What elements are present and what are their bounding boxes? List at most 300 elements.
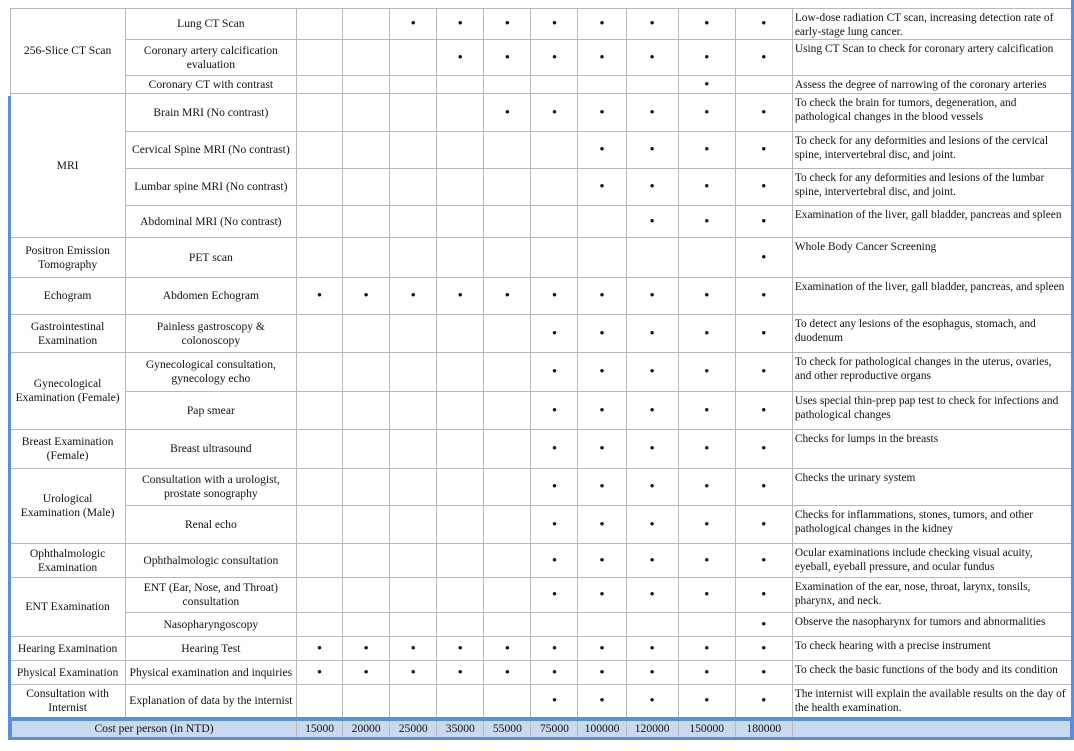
- package-inclusion-cell[interactable]: •: [531, 685, 578, 719]
- package-inclusion-cell[interactable]: [297, 469, 343, 506]
- package-inclusion-cell[interactable]: [437, 353, 484, 392]
- package-inclusion-cell[interactable]: [484, 169, 531, 206]
- package-inclusion-cell[interactable]: [437, 206, 484, 238]
- price-cell[interactable]: 35000: [437, 719, 484, 739]
- description-cell[interactable]: Using CT Scan to check for coronary artery calcification: [792, 40, 1072, 76]
- package-inclusion-cell[interactable]: [626, 613, 678, 637]
- package-inclusion-cell[interactable]: •: [484, 661, 531, 685]
- exam-item-cell[interactable]: Brain MRI (No contrast): [125, 94, 296, 132]
- category-cell[interactable]: MRI: [10, 94, 125, 238]
- table-row: [10, 169, 1072, 206]
- package-inclusion-cell[interactable]: [343, 430, 390, 469]
- table-row: [10, 315, 1072, 353]
- package-inclusion-cell[interactable]: •: [735, 685, 792, 719]
- exam-item-cell[interactable]: Abdomen Echogram: [125, 278, 296, 315]
- package-inclusion-cell[interactable]: [390, 206, 437, 238]
- package-inclusion-cell[interactable]: [297, 578, 343, 613]
- package-inclusion-cell[interactable]: [437, 392, 484, 430]
- package-inclusion-cell[interactable]: •: [578, 315, 626, 353]
- package-inclusion-cell[interactable]: [343, 613, 390, 637]
- package-inclusion-cell[interactable]: •: [531, 392, 578, 430]
- package-inclusion-cell[interactable]: •: [678, 40, 735, 76]
- package-inclusion-cell[interactable]: •: [678, 315, 735, 353]
- package-inclusion-cell[interactable]: •: [735, 278, 792, 315]
- package-inclusion-cell[interactable]: •: [484, 9, 531, 40]
- table-row: [10, 76, 1072, 94]
- exam-item-cell[interactable]: ENT (Ear, Nose, and Throat) consultation: [125, 578, 296, 613]
- package-inclusion-cell[interactable]: •: [735, 392, 792, 430]
- exam-item-cell[interactable]: Abdominal MRI (No contrast): [125, 206, 296, 238]
- package-inclusion-cell[interactable]: •: [578, 430, 626, 469]
- package-inclusion-cell[interactable]: •: [531, 40, 578, 76]
- description-cell[interactable]: Examination of the liver, gall bladder, pancreas, and spleen: [792, 278, 1072, 315]
- package-inclusion-cell[interactable]: [343, 9, 390, 40]
- price-cell[interactable]: 20000: [343, 719, 390, 739]
- exam-item-cell[interactable]: Coronary CT with contrast: [125, 76, 296, 94]
- package-inclusion-cell[interactable]: •: [626, 206, 678, 238]
- category-cell[interactable]: Gastrointestinal Examination: [10, 315, 125, 353]
- package-inclusion-cell[interactable]: •: [626, 315, 678, 353]
- package-inclusion-cell[interactable]: •: [578, 578, 626, 613]
- package-inclusion-cell[interactable]: •: [626, 9, 678, 40]
- package-inclusion-cell[interactable]: [437, 506, 484, 544]
- package-inclusion-cell[interactable]: •: [390, 637, 437, 661]
- package-inclusion-cell[interactable]: [343, 392, 390, 430]
- description-cell[interactable]: Ocular examinations include checking visual acuity, eyeball, eyeball pressure, and ocular fundus: [792, 544, 1072, 578]
- package-inclusion-cell[interactable]: •: [735, 40, 792, 76]
- table-row: [10, 661, 1072, 685]
- package-inclusion-cell[interactable]: [484, 315, 531, 353]
- table-row: [10, 544, 1072, 578]
- price-cell[interactable]: 100000: [578, 719, 626, 739]
- package-inclusion-cell[interactable]: [678, 613, 735, 637]
- package-inclusion-cell[interactable]: [484, 206, 531, 238]
- package-inclusion-cell[interactable]: •: [735, 238, 792, 278]
- cost-empty-cell[interactable]: [792, 719, 1072, 739]
- package-inclusion-cell[interactable]: •: [678, 661, 735, 685]
- description-cell[interactable]: To check for any deformities and lesions of the cervical spine, intervertebral disc, and joint.: [792, 132, 1072, 169]
- cost-label[interactable]: Cost per person (in NTD): [10, 719, 297, 739]
- package-inclusion-cell[interactable]: •: [578, 94, 626, 132]
- package-inclusion-cell[interactable]: •: [343, 661, 390, 685]
- package-inclusion-cell[interactable]: [578, 613, 626, 637]
- package-inclusion-cell[interactable]: •: [678, 94, 735, 132]
- package-inclusion-cell[interactable]: •: [626, 353, 678, 392]
- package-inclusion-cell[interactable]: [297, 76, 343, 94]
- package-inclusion-cell[interactable]: [390, 685, 437, 719]
- package-inclusion-cell[interactable]: [297, 685, 343, 719]
- package-inclusion-cell[interactable]: [297, 238, 343, 278]
- package-inclusion-cell[interactable]: •: [626, 544, 678, 578]
- description-cell[interactable]: Examination of the liver, gall bladder, pancreas and spleen: [792, 206, 1072, 238]
- package-inclusion-cell[interactable]: •: [578, 278, 626, 315]
- description-cell[interactable]: To check the brain for tumors, degeneration, and pathological changes in the blood vessels: [792, 94, 1072, 132]
- package-inclusion-cell[interactable]: [484, 238, 531, 278]
- package-inclusion-cell[interactable]: •: [531, 469, 578, 506]
- package-inclusion-cell[interactable]: [343, 238, 390, 278]
- package-inclusion-cell[interactable]: [484, 613, 531, 637]
- package-inclusion-cell[interactable]: •: [390, 9, 437, 40]
- package-inclusion-cell[interactable]: •: [678, 132, 735, 169]
- package-inclusion-cell[interactable]: [390, 94, 437, 132]
- package-inclusion-cell[interactable]: •: [578, 469, 626, 506]
- package-inclusion-cell[interactable]: [531, 76, 578, 94]
- package-inclusion-cell[interactable]: •: [437, 637, 484, 661]
- package-inclusion-cell[interactable]: [343, 544, 390, 578]
- package-inclusion-cell[interactable]: •: [437, 278, 484, 315]
- package-inclusion-cell[interactable]: [484, 132, 531, 169]
- exam-item-cell[interactable]: Breast ultrasound: [125, 430, 296, 469]
- package-inclusion-cell[interactable]: [343, 206, 390, 238]
- package-inclusion-cell[interactable]: •: [735, 132, 792, 169]
- price-cell[interactable]: 15000: [297, 719, 343, 739]
- package-inclusion-cell[interactable]: [626, 238, 678, 278]
- package-inclusion-cell[interactable]: [437, 94, 484, 132]
- package-inclusion-cell[interactable]: •: [531, 94, 578, 132]
- package-inclusion-cell[interactable]: •: [531, 315, 578, 353]
- package-inclusion-cell[interactable]: •: [626, 506, 678, 544]
- package-inclusion-cell[interactable]: [343, 506, 390, 544]
- table-row: [10, 206, 1072, 238]
- category-cell[interactable]: Breast Examination (Female): [10, 430, 125, 469]
- package-inclusion-cell[interactable]: •: [343, 637, 390, 661]
- package-inclusion-cell[interactable]: •: [626, 430, 678, 469]
- category-cell[interactable]: Physical Examination: [10, 661, 125, 685]
- package-inclusion-cell[interactable]: •: [437, 40, 484, 76]
- package-inclusion-cell[interactable]: [297, 430, 343, 469]
- package-inclusion-cell[interactable]: [390, 430, 437, 469]
- table-row: [10, 238, 1072, 278]
- package-inclusion-cell[interactable]: •: [578, 40, 626, 76]
- package-inclusion-cell[interactable]: [390, 544, 437, 578]
- category-cell[interactable]: Urological Examination (Male): [10, 469, 125, 544]
- exam-item-cell[interactable]: Nasopharyngoscopy: [125, 613, 296, 637]
- package-inclusion-cell[interactable]: [484, 392, 531, 430]
- package-inclusion-cell[interactable]: •: [484, 94, 531, 132]
- package-inclusion-cell[interactable]: •: [735, 613, 792, 637]
- package-inclusion-cell[interactable]: [297, 40, 343, 76]
- package-inclusion-cell[interactable]: •: [735, 661, 792, 685]
- package-inclusion-cell[interactable]: [343, 40, 390, 76]
- exam-item-cell[interactable]: Cervical Spine MRI (No contrast): [125, 132, 296, 169]
- package-inclusion-cell[interactable]: •: [390, 278, 437, 315]
- exam-item-cell[interactable]: Pap smear: [125, 392, 296, 430]
- package-inclusion-cell[interactable]: •: [626, 169, 678, 206]
- package-inclusion-cell[interactable]: •: [297, 637, 343, 661]
- package-inclusion-cell[interactable]: •: [735, 206, 792, 238]
- package-inclusion-cell[interactable]: •: [531, 278, 578, 315]
- package-inclusion-cell[interactable]: •: [531, 9, 578, 40]
- package-inclusion-cell[interactable]: [297, 132, 343, 169]
- package-inclusion-cell[interactable]: •: [735, 169, 792, 206]
- package-inclusion-cell[interactable]: •: [626, 578, 678, 613]
- package-inclusion-cell[interactable]: [437, 613, 484, 637]
- package-inclusion-cell[interactable]: •: [678, 9, 735, 40]
- package-inclusion-cell[interactable]: [390, 613, 437, 637]
- package-inclusion-cell[interactable]: [437, 169, 484, 206]
- package-inclusion-cell[interactable]: •: [578, 392, 626, 430]
- package-inclusion-cell[interactable]: [437, 238, 484, 278]
- package-inclusion-cell[interactable]: [531, 238, 578, 278]
- exam-item-cell[interactable]: Ophthalmologic consultation: [125, 544, 296, 578]
- exam-package-table: [8, 8, 1074, 740]
- package-inclusion-cell[interactable]: [297, 206, 343, 238]
- package-inclusion-cell[interactable]: [390, 169, 437, 206]
- exam-item-cell[interactable]: Painless gastroscopy & colonoscopy: [125, 315, 296, 353]
- table-row: [10, 506, 1072, 544]
- package-inclusion-cell[interactable]: •: [578, 661, 626, 685]
- package-inclusion-cell[interactable]: •: [484, 40, 531, 76]
- package-inclusion-cell[interactable]: •: [531, 637, 578, 661]
- package-inclusion-cell[interactable]: •: [678, 278, 735, 315]
- package-inclusion-cell[interactable]: •: [297, 278, 343, 315]
- table-row: [10, 685, 1072, 719]
- package-inclusion-cell[interactable]: •: [735, 506, 792, 544]
- selection-border-left: [8, 96, 11, 724]
- package-inclusion-cell[interactable]: •: [578, 685, 626, 719]
- package-inclusion-cell[interactable]: •: [437, 9, 484, 40]
- package-inclusion-cell[interactable]: [390, 132, 437, 169]
- package-inclusion-cell[interactable]: [484, 469, 531, 506]
- package-inclusion-cell[interactable]: •: [531, 353, 578, 392]
- package-inclusion-cell[interactable]: •: [735, 469, 792, 506]
- description-cell[interactable]: The internist will explain the available results on the day of the health examination.: [792, 685, 1072, 719]
- package-inclusion-cell[interactable]: •: [626, 661, 678, 685]
- table-row: [10, 94, 1072, 132]
- package-inclusion-cell[interactable]: [343, 76, 390, 94]
- table-row: [10, 430, 1072, 469]
- table-row: [10, 278, 1072, 315]
- package-inclusion-cell[interactable]: [343, 94, 390, 132]
- package-inclusion-cell[interactable]: •: [735, 315, 792, 353]
- description-cell[interactable]: To check for any deformities and lesions of the lumbar spine, intervertebral disc, and joint.: [792, 169, 1072, 206]
- package-inclusion-cell[interactable]: •: [678, 685, 735, 719]
- package-inclusion-cell[interactable]: •: [678, 578, 735, 613]
- description-cell[interactable]: Checks the urinary system: [792, 469, 1072, 506]
- package-inclusion-cell[interactable]: [484, 578, 531, 613]
- package-inclusion-cell[interactable]: [484, 506, 531, 544]
- package-inclusion-cell[interactable]: [390, 238, 437, 278]
- package-inclusion-cell[interactable]: [297, 315, 343, 353]
- package-inclusion-cell[interactable]: [390, 578, 437, 613]
- package-inclusion-cell[interactable]: [437, 685, 484, 719]
- description-cell[interactable]: Examination of the ear, nose, throat, larynx, tonsils, pharynx, and neck.: [792, 578, 1072, 613]
- package-inclusion-cell[interactable]: [437, 315, 484, 353]
- package-inclusion-cell[interactable]: [578, 206, 626, 238]
- package-inclusion-cell[interactable]: •: [484, 278, 531, 315]
- package-inclusion-cell[interactable]: [297, 353, 343, 392]
- category-cell[interactable]: 256-Slice CT Scan: [10, 9, 125, 94]
- package-inclusion-cell[interactable]: •: [678, 206, 735, 238]
- package-inclusion-cell[interactable]: •: [531, 578, 578, 613]
- package-inclusion-cell[interactable]: •: [484, 637, 531, 661]
- package-inclusion-cell[interactable]: [297, 392, 343, 430]
- table-row: [10, 40, 1072, 76]
- category-cell[interactable]: Consultation with Internist: [10, 685, 125, 719]
- description-cell[interactable]: Checks for inflammations, stones, tumors, and other pathological changes in the kidney: [792, 506, 1072, 544]
- package-inclusion-cell[interactable]: •: [626, 637, 678, 661]
- package-inclusion-cell[interactable]: •: [678, 469, 735, 506]
- package-inclusion-cell[interactable]: [297, 506, 343, 544]
- package-inclusion-cell[interactable]: [297, 9, 343, 40]
- package-inclusion-cell[interactable]: [437, 578, 484, 613]
- package-inclusion-cell[interactable]: •: [626, 469, 678, 506]
- package-inclusion-cell[interactable]: •: [678, 76, 735, 94]
- package-inclusion-cell[interactable]: •: [531, 506, 578, 544]
- category-cell[interactable]: Ophthalmologic Examination: [10, 544, 125, 578]
- package-inclusion-cell[interactable]: [343, 578, 390, 613]
- package-inclusion-cell[interactable]: [390, 392, 437, 430]
- description-cell[interactable]: Checks for lumps in the breasts: [792, 430, 1072, 469]
- package-inclusion-cell[interactable]: [343, 132, 390, 169]
- description-cell[interactable]: To check the basic functions of the body and its condition: [792, 661, 1072, 685]
- package-inclusion-cell[interactable]: [343, 169, 390, 206]
- package-inclusion-cell[interactable]: [626, 76, 678, 94]
- package-inclusion-cell[interactable]: [437, 544, 484, 578]
- package-inclusion-cell[interactable]: [390, 76, 437, 94]
- exam-item-cell[interactable]: Explanation of data by the internist: [125, 685, 296, 719]
- package-inclusion-cell[interactable]: •: [578, 132, 626, 169]
- price-cell[interactable]: 25000: [390, 719, 437, 739]
- package-inclusion-cell[interactable]: •: [578, 637, 626, 661]
- table-row: [10, 578, 1072, 613]
- package-inclusion-cell[interactable]: •: [735, 94, 792, 132]
- package-inclusion-cell[interactable]: [390, 40, 437, 76]
- package-inclusion-cell[interactable]: •: [735, 353, 792, 392]
- package-inclusion-cell[interactable]: [578, 76, 626, 94]
- category-cell[interactable]: Hearing Examination: [10, 637, 125, 661]
- package-inclusion-cell[interactable]: [484, 430, 531, 469]
- exam-item-cell[interactable]: Lumbar spine MRI (No contrast): [125, 169, 296, 206]
- package-inclusion-cell[interactable]: [735, 76, 792, 94]
- package-inclusion-cell[interactable]: •: [735, 9, 792, 40]
- package-inclusion-cell[interactable]: •: [678, 506, 735, 544]
- package-inclusion-cell[interactable]: [297, 169, 343, 206]
- package-inclusion-cell[interactable]: [437, 430, 484, 469]
- table-row: [10, 613, 1072, 637]
- package-inclusion-cell[interactable]: •: [578, 544, 626, 578]
- package-inclusion-cell[interactable]: •: [678, 353, 735, 392]
- package-inclusion-cell[interactable]: •: [531, 430, 578, 469]
- category-cell[interactable]: Positron Emission Tomography: [10, 238, 125, 278]
- price-cell[interactable]: 55000: [484, 719, 531, 739]
- package-inclusion-cell[interactable]: •: [735, 544, 792, 578]
- exam-item-cell[interactable]: Consultation with a urologist, prostate sonography: [125, 469, 296, 506]
- description-cell[interactable]: To detect any lesions of the esophagus, stomach, and duodenum: [792, 315, 1072, 353]
- package-inclusion-cell[interactable]: [437, 132, 484, 169]
- package-inclusion-cell[interactable]: [437, 76, 484, 94]
- package-inclusion-cell[interactable]: •: [678, 392, 735, 430]
- package-inclusion-cell[interactable]: •: [297, 661, 343, 685]
- package-inclusion-cell[interactable]: [531, 206, 578, 238]
- table-row: [10, 353, 1072, 392]
- price-cell[interactable]: 75000: [531, 719, 578, 739]
- package-inclusion-cell[interactable]: [484, 685, 531, 719]
- package-inclusion-cell[interactable]: [343, 685, 390, 719]
- package-inclusion-cell[interactable]: [484, 76, 531, 94]
- package-inclusion-cell[interactable]: [343, 315, 390, 353]
- package-inclusion-cell[interactable]: [390, 469, 437, 506]
- package-inclusion-cell[interactable]: •: [626, 132, 678, 169]
- package-inclusion-cell[interactable]: •: [735, 637, 792, 661]
- description-cell[interactable]: Assess the degree of narrowing of the coronary arteries: [792, 76, 1072, 94]
- price-cell[interactable]: 180000: [735, 719, 792, 739]
- package-inclusion-cell[interactable]: •: [626, 392, 678, 430]
- package-inclusion-cell[interactable]: •: [678, 430, 735, 469]
- exam-item-cell[interactable]: Gynecological consultation, gynecology echo: [125, 353, 296, 392]
- category-cell[interactable]: ENT Examination: [10, 578, 125, 637]
- package-inclusion-cell[interactable]: [437, 469, 484, 506]
- description-cell[interactable]: To check hearing with a precise instrument: [792, 637, 1072, 661]
- package-inclusion-cell[interactable]: •: [390, 661, 437, 685]
- package-inclusion-cell[interactable]: [531, 169, 578, 206]
- package-inclusion-cell[interactable]: •: [531, 661, 578, 685]
- package-inclusion-cell[interactable]: [390, 353, 437, 392]
- package-inclusion-cell[interactable]: [678, 238, 735, 278]
- description-cell[interactable]: Whole Body Cancer Screening: [792, 238, 1072, 278]
- package-inclusion-cell[interactable]: •: [735, 578, 792, 613]
- package-inclusion-cell[interactable]: [531, 613, 578, 637]
- table-row: [10, 469, 1072, 506]
- cost-row: [10, 719, 1072, 739]
- package-inclusion-cell[interactable]: •: [531, 544, 578, 578]
- exam-item-cell[interactable]: Lung CT Scan: [125, 9, 296, 40]
- package-inclusion-cell[interactable]: [297, 613, 343, 637]
- price-cell[interactable]: 150000: [678, 719, 735, 739]
- package-inclusion-cell[interactable]: [297, 544, 343, 578]
- package-inclusion-cell[interactable]: •: [626, 685, 678, 719]
- package-inclusion-cell[interactable]: •: [626, 94, 678, 132]
- package-inclusion-cell[interactable]: [390, 315, 437, 353]
- package-inclusion-cell[interactable]: [484, 544, 531, 578]
- category-cell[interactable]: Echogram: [10, 278, 125, 315]
- package-inclusion-cell[interactable]: •: [343, 278, 390, 315]
- exam-item-cell[interactable]: Coronary artery calcification evaluation: [125, 40, 296, 76]
- description-cell[interactable]: Uses special thin-prep pap test to check for infections and pathological changes: [792, 392, 1072, 430]
- category-cell[interactable]: Gynecological Examination (Female): [10, 353, 125, 430]
- package-inclusion-cell[interactable]: [343, 353, 390, 392]
- package-inclusion-cell[interactable]: [484, 353, 531, 392]
- package-inclusion-cell[interactable]: •: [578, 169, 626, 206]
- package-inclusion-cell[interactable]: [297, 94, 343, 132]
- package-inclusion-cell[interactable]: •: [678, 637, 735, 661]
- description-cell[interactable]: Observe the nasopharynx for tumors and abnormalities: [792, 613, 1072, 637]
- description-cell[interactable]: Low-dose radiation CT scan, increasing detection rate of early-stage lung cancer.: [792, 9, 1072, 40]
- package-inclusion-cell[interactable]: [578, 238, 626, 278]
- package-inclusion-cell[interactable]: •: [735, 430, 792, 469]
- description-cell[interactable]: To check for pathological changes in the uterus, ovaries, and other reproductive organs: [792, 353, 1072, 392]
- package-inclusion-cell[interactable]: •: [678, 544, 735, 578]
- table-row: [10, 132, 1072, 169]
- exam-item-cell[interactable]: Renal echo: [125, 506, 296, 544]
- package-inclusion-cell[interactable]: •: [578, 9, 626, 40]
- package-inclusion-cell[interactable]: [390, 506, 437, 544]
- package-inclusion-cell[interactable]: •: [578, 506, 626, 544]
- exam-item-cell[interactable]: Hearing Test: [125, 637, 296, 661]
- table-row: [10, 392, 1072, 430]
- package-inclusion-cell[interactable]: •: [437, 661, 484, 685]
- table-row: [10, 637, 1072, 661]
- exam-item-cell[interactable]: Physical examination and inquiries: [125, 661, 296, 685]
- package-inclusion-cell[interactable]: •: [626, 40, 678, 76]
- package-inclusion-cell[interactable]: [343, 469, 390, 506]
- package-inclusion-cell[interactable]: [531, 132, 578, 169]
- price-cell[interactable]: 120000: [626, 719, 678, 739]
- package-inclusion-cell[interactable]: •: [678, 169, 735, 206]
- package-inclusion-cell[interactable]: •: [626, 278, 678, 315]
- exam-item-cell[interactable]: PET scan: [125, 238, 296, 278]
- package-inclusion-cell[interactable]: •: [578, 353, 626, 392]
